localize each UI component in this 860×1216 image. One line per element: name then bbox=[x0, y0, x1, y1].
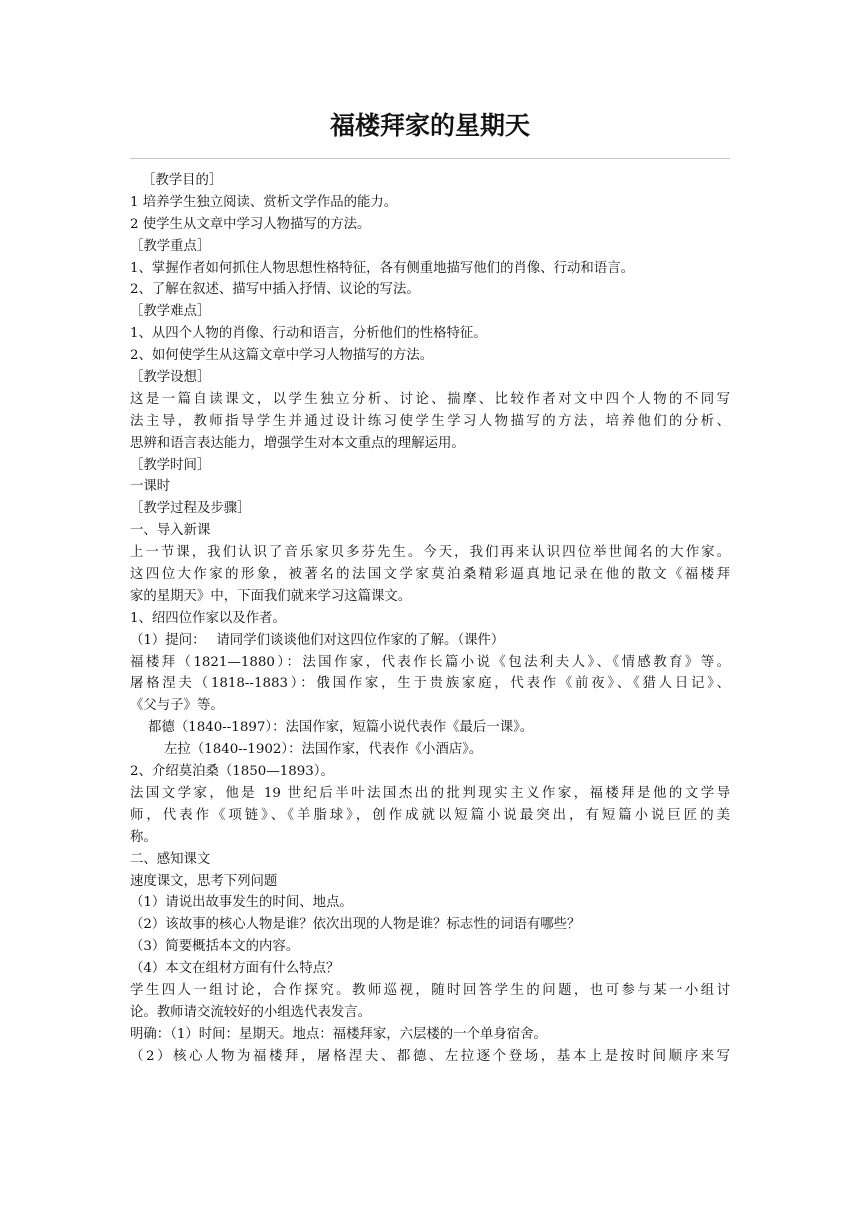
text-line: 1、掌握作者如何抓住人物思想性格特征，各有侧重地描写他们的肖像、行动和语言。 bbox=[130, 260, 634, 276]
text-line: 明确：（1）时间：星期天。地点：福楼拜家，六层楼的一个单身宿舍。 bbox=[130, 1026, 547, 1042]
text-line: 1 培养学生独立阅读、赏析文学作品的能力。 bbox=[130, 194, 398, 210]
section-heading: ［教学设想］ bbox=[130, 370, 211, 386]
text-line: 屠格涅夫（1818--1883）：俄国作家，生于贵族家庭，代表作《前夜》、《猎人日记》、 bbox=[130, 676, 730, 692]
text-line: 家的星期天》中，下面我们就来学习这篇课文。 bbox=[130, 588, 412, 604]
text-line: 2、介绍莫泊桑（1850—1893）。 bbox=[130, 764, 334, 780]
text-line: 速度课文，思考下列问题 bbox=[130, 873, 278, 889]
text-line: （1）提问： 请同学们谈谈他们对这四位作家的了解。（课件） bbox=[130, 632, 505, 648]
text-line: 1、绍四位作家以及作者。 bbox=[130, 610, 286, 626]
text-line: 这是一篇自读课文，以学生独立分析、讨论、揣摩、比较作者对文中四个人物的不同写 bbox=[130, 391, 730, 407]
text-line: （2）该故事的核心人物是谁？依次出现的人物是谁？标志性的词语有哪些？ bbox=[130, 917, 581, 933]
text-line: 2、如何使学生从这篇文章中学习人物描写的方法。 bbox=[130, 348, 434, 364]
text-line: （1）请说出故事发生的时间、地点。 bbox=[130, 895, 353, 911]
text-line: 法国文学家，他是 19 世纪后半叶法国杰出的批判现实主义作家，福楼拜是他的文学导 bbox=[130, 785, 730, 801]
section-heading: ［教学重点］ bbox=[130, 238, 211, 254]
text-line: 都德（1840--1897）：法国作家，短篇小说代表作《最后一课》。 bbox=[148, 720, 534, 736]
text-line: （3）简要概括本文的内容。 bbox=[130, 939, 300, 955]
section-heading: ［教学过程及步骤］ bbox=[130, 501, 251, 517]
document-title: 福楼拜家的星期天 bbox=[329, 111, 530, 140]
text-line: 这四位大作家的形象，被著名的法国文学家莫泊桑精彩逼真地记录在他的散文《福楼拜 bbox=[130, 567, 730, 583]
title-divider bbox=[130, 158, 730, 159]
text-line: 师，代表作《项链》、《羊脂球》，创作成就以短篇小说最突出，有短篇小说巨匠的美 bbox=[130, 807, 730, 823]
text-line: 《父与子》等。 bbox=[130, 698, 224, 714]
text-line: 上一节课，我们认识了音乐家贝多芬先生。今天，我们再来认识四位举世闻名的大作家。 bbox=[130, 545, 730, 561]
text-line: 一、导入新课 bbox=[130, 523, 211, 539]
text-line: （4）本文在组材方面有什么特点？ bbox=[130, 961, 340, 977]
text-line: 1、从四个人物的肖像、行动和语言，分析他们的性格特征。 bbox=[130, 326, 487, 342]
text-line: 左拉（1840--1902）：法国作家，代表作《小酒店》。 bbox=[164, 742, 483, 758]
text-line: 称。 bbox=[130, 829, 157, 845]
document-body bbox=[130, 170, 730, 1068]
text-line: 思辨和语言表达能力，增强学生对本文重点的理解运用。 bbox=[130, 435, 465, 451]
text-line: （2）核心人物为福楼拜，屠格涅夫、都德、左拉逐个登场，基本上是按时间顺序来写 bbox=[130, 1048, 730, 1064]
text-line: 2 使学生从文章中学习人物描写的方法。 bbox=[130, 216, 371, 232]
section-heading: ［教学难点］ bbox=[130, 304, 211, 320]
text-line: 一课时 bbox=[130, 479, 171, 495]
text-line: 2、了解在叙述、描写中插入抒情、议论的写法。 bbox=[130, 282, 420, 298]
section-heading: ［教学时间］ bbox=[130, 457, 211, 473]
text-line: 学生四人一组讨论，合作探究。教师巡视，随时回答学生的问题，也可参与某一小组讨 bbox=[130, 982, 730, 998]
text-line: 二、感知课文 bbox=[130, 851, 211, 867]
text-line: 法主导，教师指导学生并通过设计练习使学生学习人物描写的方法，培养他们的分析、 bbox=[130, 413, 730, 429]
text-line: 论。教师请交流较好的小组选代表发言。 bbox=[130, 1004, 372, 1020]
text-line: 福楼拜（1821—1880）：法国作家，代表作长篇小说《包法利夫人》、《情感教育》等。 bbox=[130, 654, 730, 670]
section-heading: ［教学目的］ bbox=[142, 173, 223, 188]
